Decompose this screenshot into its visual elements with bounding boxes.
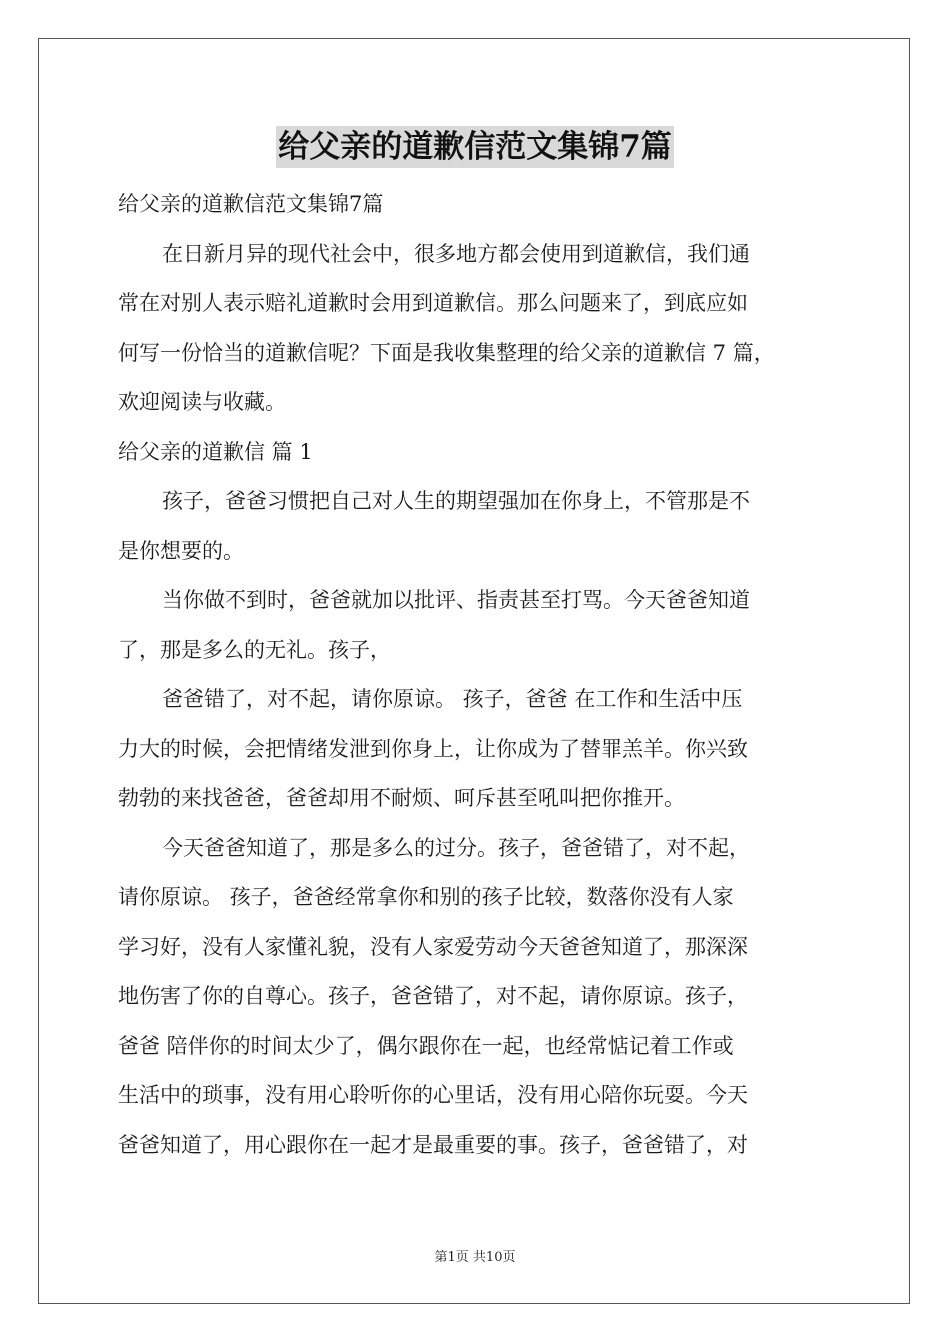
text-line: 力大的时候，会把情绪发泄到你身上，让你成为了替罪羔羊。你兴致: [118, 736, 748, 761]
text-line: 爸爸 陪伴你的时间太少了，偶尔跟你在一起，也经常惦记着工作或: [118, 1033, 734, 1058]
text-line: 孩子，爸爸习惯把自己对人生的期望强加在你身上，不管那是不: [162, 489, 750, 513]
text-line: 了，那是多么的无礼。孩子，: [118, 637, 391, 662]
text-line: 地伤害了你的自尊心。孩子，爸爸错了，对不起，请你原谅。孩子，: [118, 984, 748, 1008]
text-line: 给父亲的道歉信范文集锦7篇: [118, 192, 384, 216]
text-line: 常在对别人表示赔礼道歉时会用到道歉信。那么问题来了，到底应如: [118, 291, 748, 315]
text-line: 今天爸爸知道了，那是多么的过分。孩子，爸爸错了，对不起，: [162, 835, 750, 860]
text-line: 爸爸错了，对不起，请你原谅。 孩子，爸爸 在工作和生活中压: [162, 687, 743, 711]
text-line: 在日新月异的现代社会中，很多地方都会使用到道歉信，我们通: [162, 241, 750, 266]
document-body: [118, 180, 838, 1170]
text-line: 勃勃的来找爸爸，爸爸却用不耐烦、呵斥甚至吼叫把你推开。: [118, 786, 685, 810]
text-line: 欢迎阅读与收藏。: [118, 390, 286, 414]
title-container: [0, 126, 950, 168]
page-footer: 第1页 共10页: [434, 1250, 516, 1265]
text-line: 生活中的琐事，没有用心聆听你的心里话，没有用心陪你玩耍。今天: [118, 1083, 748, 1107]
text-line: 请你原谅。 孩子，爸爸经常拿你和别的孩子比较，数落你没有人家: [118, 885, 734, 909]
document-title: 给父亲的道歉信范文集锦7篇: [276, 126, 674, 168]
text-line: 学习好，没有人家懂礼貌，没有人家爱劳动今天爸爸知道了，那深深: [118, 934, 748, 959]
text-line: 当你做不到时，爸爸就加以批评、指责甚至打骂。今天爸爸知道: [162, 588, 750, 612]
text-line: 是你想要的。: [118, 538, 244, 563]
text-line: 给父亲的道歉信 篇 1: [118, 439, 313, 464]
text-line: 爸爸知道了，用心跟你在一起才是最重要的事。孩子，爸爸错了，对: [118, 1132, 748, 1157]
text-line: 何写一份恰当的道歉信呢？下面是我收集整理的给父亲的道歉信 7 篇，: [118, 340, 775, 365]
